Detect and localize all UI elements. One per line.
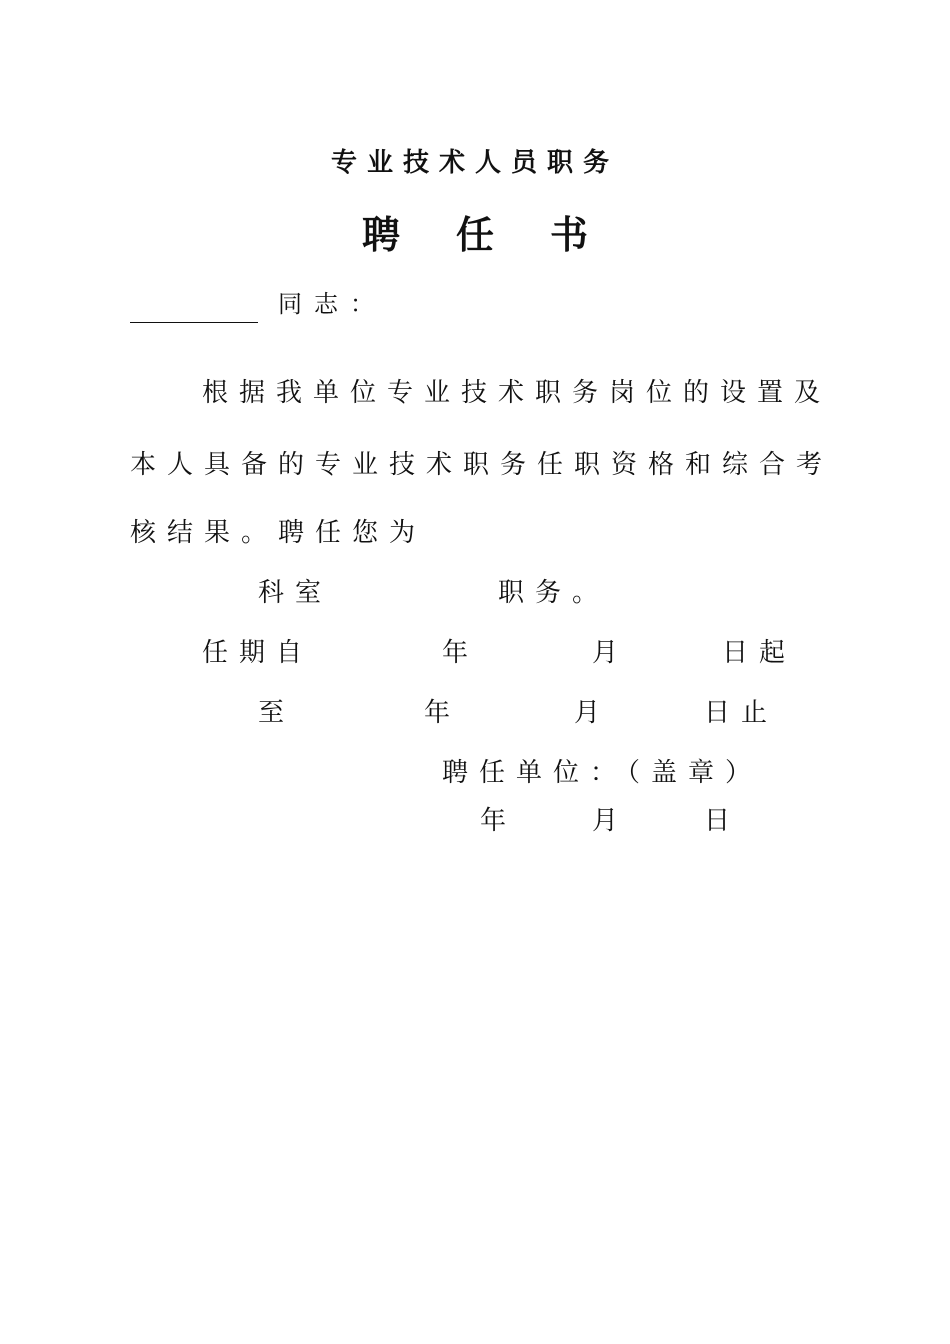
term-start-prefix: 任期自 [202, 638, 314, 668]
term-end-day: 日止 [704, 698, 779, 728]
salutation: 同志： [278, 290, 386, 318]
term-start-month: 月 [592, 638, 630, 668]
signature-day: 日 [704, 806, 742, 836]
term-end-year: 年 [424, 698, 462, 728]
term-end-prefix: 至 [258, 698, 296, 728]
signature-month: 月 [592, 806, 630, 836]
paragraph-line-1: 根据我单位专业技术职务岗位的设置及 [202, 378, 832, 408]
term-end-month: 月 [574, 698, 612, 728]
department-label: 科室 [258, 578, 333, 608]
signature-year: 年 [480, 806, 518, 836]
paragraph-line-3: 核结果。聘任您为 [130, 518, 427, 548]
name-blank-line [130, 322, 258, 323]
document-subtitle: 专业技术人员职务 [330, 148, 619, 178]
employer-seal-label: 聘任单位：（盖章） [442, 758, 763, 788]
document-title: 聘任书 [361, 212, 644, 257]
term-start-year: 年 [442, 638, 480, 668]
paragraph-line-2: 本人具备的专业技术职务任职资格和综合考 [130, 450, 834, 480]
term-start-day: 日起 [722, 638, 797, 668]
position-label: 职务。 [498, 578, 610, 608]
